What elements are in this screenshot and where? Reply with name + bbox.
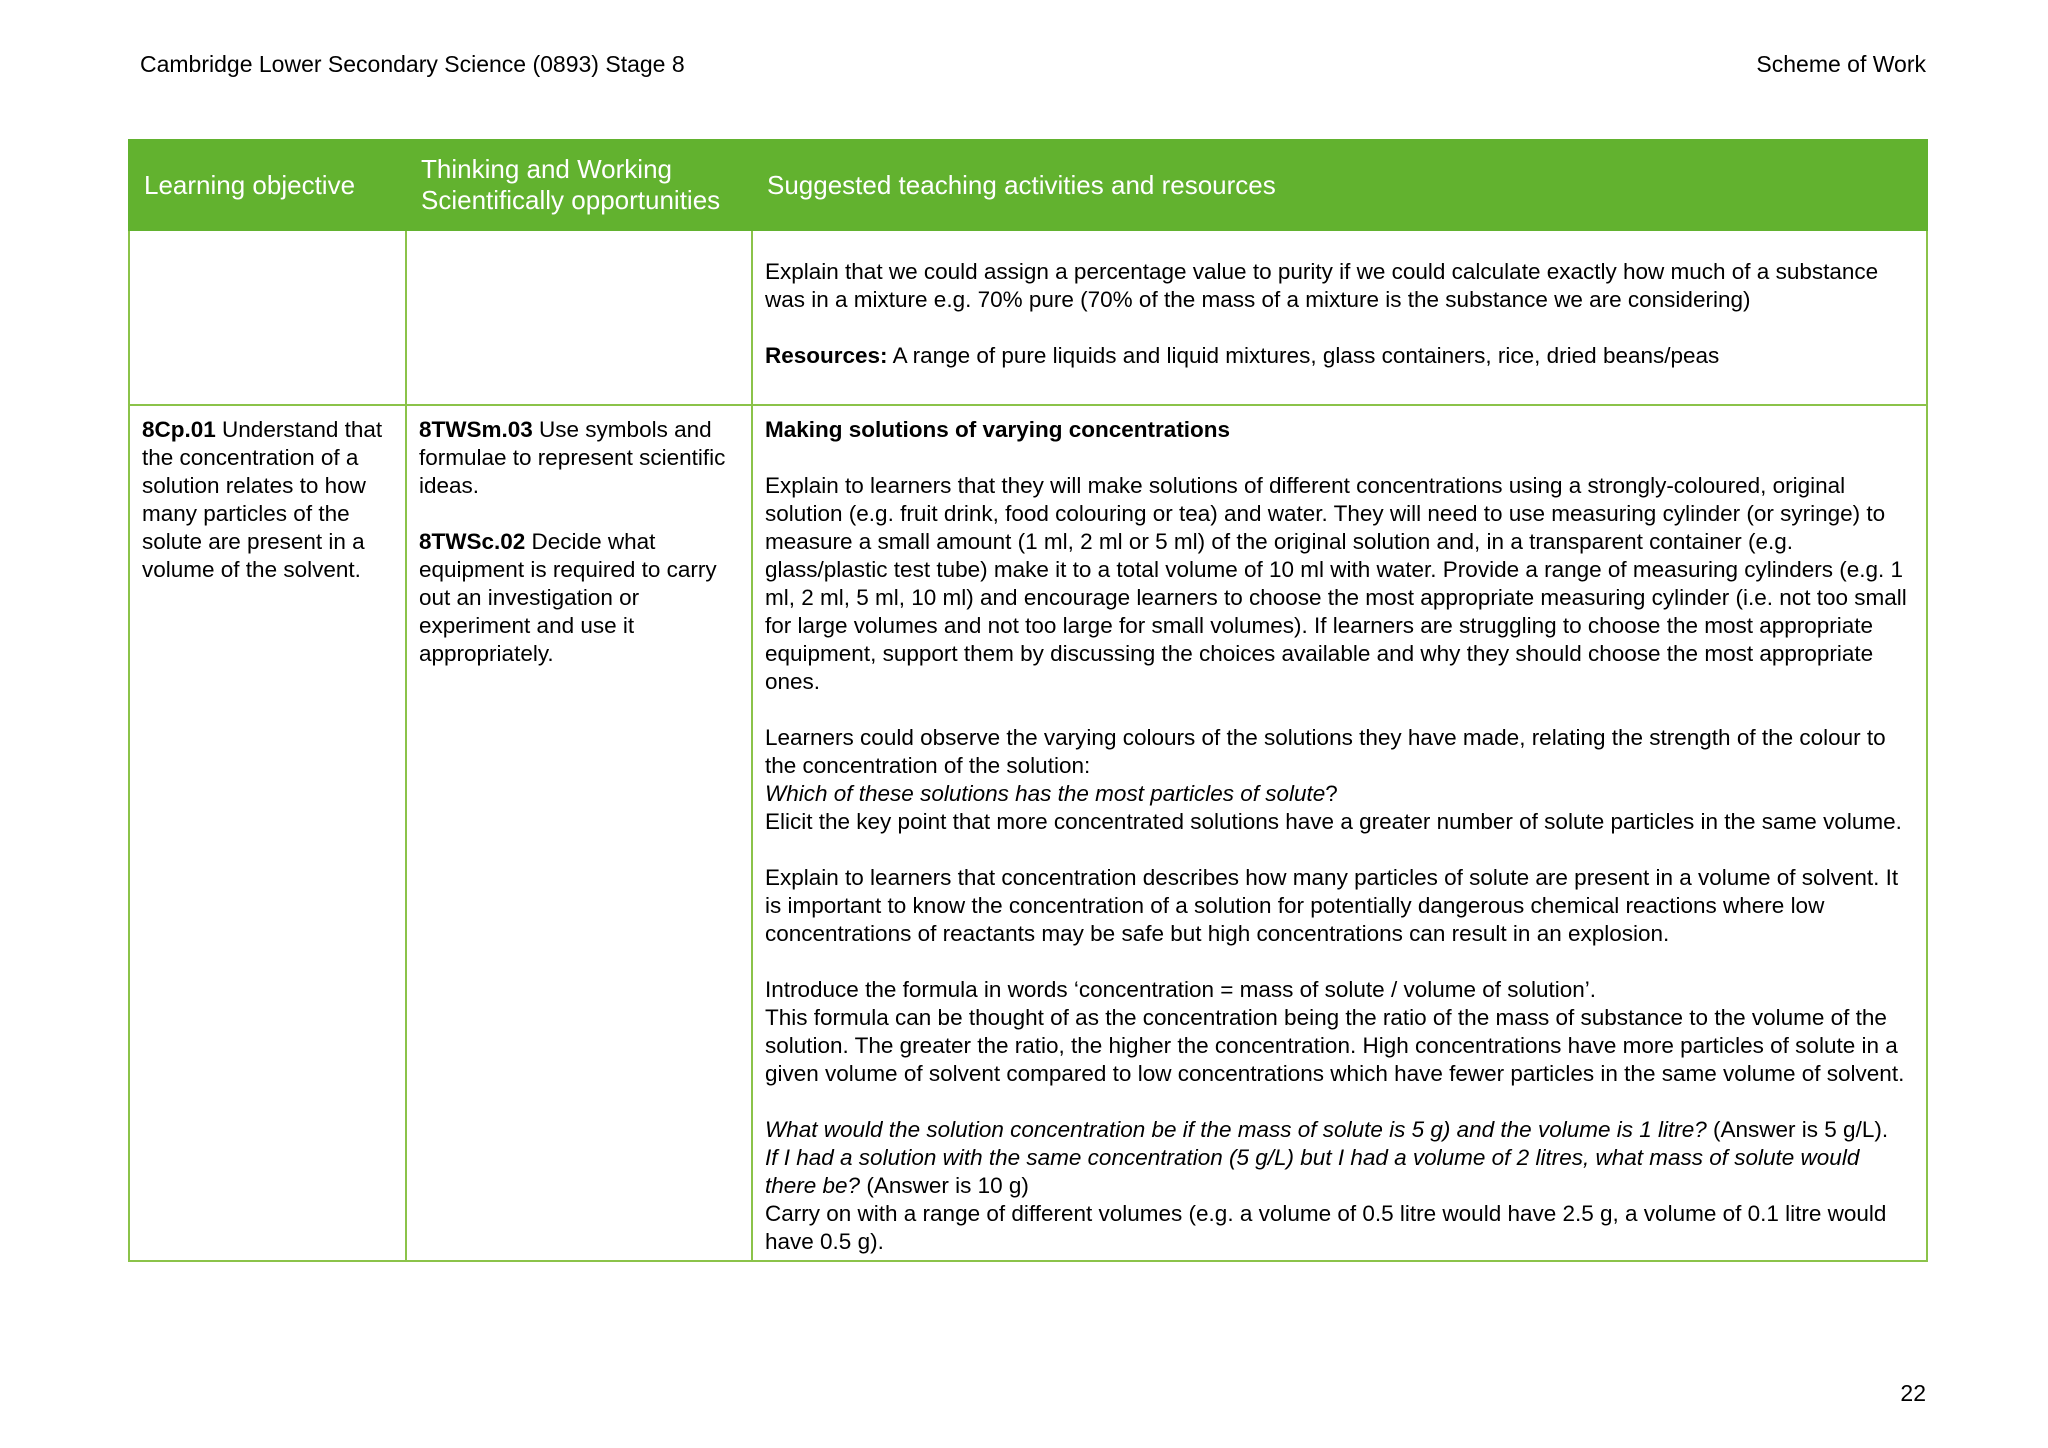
activity-paragraph: Explain to learners that they will make solutions of different concentrations using a strongly-coloured, original solution (e.g. fruit drink, food colouring or tea) and water. They will need to use measuring cylinder (or syringe) to measure a small amount (1 ml, 2 ml or 5 ml) of the original solution and, in a transparent container (e.g. glass/plastic test tube) make it to a total volume of 10 ml with water. Provide a range of measuring cylinders (e.g. 1 ml, 2 ml, 5 ml, 10 ml) and encourage learners to choose the most appropriate measuring cylinder (i.e. not too small for large volumes and not too large for small volumes). If learners are struggling to choose the most appropriate equipment, support them by discussing the choices available and why they should choose the most appropriate ones. bbox=[765, 473, 1907, 694]
learning-objective-cell bbox=[129, 405, 406, 1261]
activity-paragraph: Learners could observe the varying colours of the solutions they have made, relating the strength of the colour to the concentration of the solution: bbox=[765, 725, 1886, 778]
question-text: If I had a solution with the same concentration (5 g/L) but I had a volume of 2 litres, what mass of solute would there be? bbox=[765, 1145, 1860, 1198]
tws-item bbox=[419, 528, 739, 668]
resources-label: Resources: bbox=[765, 343, 888, 368]
activity-question bbox=[765, 1144, 1914, 1200]
tws-cell bbox=[406, 405, 752, 1261]
tws-code: 8TWSm.03 bbox=[419, 417, 533, 442]
document-header-title: Cambridge Lower Secondary Science (0893) Stage 8 bbox=[140, 51, 685, 77]
objective-text: Understand that the concentration of a solution relates to how many particles of the solute are present in a volume of the solvent. bbox=[142, 417, 383, 582]
activity-question bbox=[765, 1116, 1914, 1144]
column-header-activities: Suggested teaching activities and resources bbox=[752, 140, 1927, 230]
answer-text: (Answer is 5 g/L). bbox=[1706, 1117, 1889, 1142]
activity-paragraph: Explain that we could assign a percentage value to purity if we could calculate exactly how much of a substance was in a mixture e.g. 70% pure (70% of the mass of a mixture is the substance we are considering) bbox=[765, 259, 1879, 312]
learning-objective bbox=[142, 416, 393, 584]
column-header-tws-opportunities: Thinking and Working Scientifically opportunities bbox=[406, 140, 752, 230]
objective-code: 8Cp.01 bbox=[142, 417, 216, 442]
page-number: 22 bbox=[1900, 1380, 1926, 1406]
activities-cell bbox=[752, 405, 1927, 1261]
question-mark: ? bbox=[1325, 781, 1338, 806]
tws-code: 8TWSc.02 bbox=[419, 529, 526, 554]
activity-paragraph: This formula can be thought of as the concentration being the ratio of the mass of substance to the volume of the solution. The greater the ratio, the higher the concentration. High concentrations have more particles of solute in a given volume of solvent compared to low concentrations which have fewer particles in the same volume of solvent. bbox=[765, 1005, 1905, 1086]
activity-title bbox=[765, 416, 1914, 444]
document-header-label: Scheme of Work bbox=[1756, 51, 1926, 77]
activity-paragraph: Elicit the key point that more concentrated solutions have a greater number of solute particles in the same volume. bbox=[765, 809, 1902, 834]
table-header-row bbox=[129, 140, 1927, 230]
activity-paragraph: Carry on with a range of different volumes (e.g. a volume of 0.5 litre would have 2.5 g, a volume of 0.1 litre would have 0.5 g). bbox=[765, 1201, 1887, 1254]
activity-paragraph: Introduce the formula in words ‘concentration = mass of solute / volume of solution’. bbox=[765, 977, 1597, 1002]
resources-text: A range of pure liquids and liquid mixtures, glass containers, rice, dried beans/peas bbox=[887, 343, 1720, 368]
learning-objective-cell bbox=[129, 230, 406, 405]
column-header-learning-objective: Learning objective bbox=[129, 140, 406, 230]
table-row bbox=[129, 405, 1927, 1261]
tws-cell bbox=[406, 230, 752, 405]
activity-title-text: Making solutions of varying concentrations bbox=[765, 417, 1231, 442]
tws-item bbox=[419, 416, 739, 500]
table-row bbox=[129, 230, 1927, 405]
resources-line bbox=[765, 342, 1914, 370]
scheme-of-work-table bbox=[128, 139, 1928, 1262]
answer-text: (Answer is 10 g) bbox=[860, 1173, 1029, 1198]
tws-text: Use symbols and formulae to represent scientific ideas. bbox=[419, 417, 726, 498]
question-text: What would the solution concentration be if the mass of solute is 5 g) and the volume is 1 litre? bbox=[765, 1117, 1707, 1142]
activities-cell bbox=[752, 230, 1927, 405]
activity-question bbox=[765, 780, 1914, 808]
activity-paragraph: Explain to learners that concentration describes how many particles of solute are present in a volume of solvent. It is important to know the concentration of a solution for potentially dangerous chemical reactions where low concentrations of reactants may be safe but high concentrations can result in an explosion. bbox=[765, 865, 1899, 946]
question-text: Which of these solutions has the most particles of solute bbox=[765, 781, 1326, 806]
tws-text: Decide what equipment is required to carry out an investigation or experiment and use it appropriately. bbox=[419, 529, 717, 666]
